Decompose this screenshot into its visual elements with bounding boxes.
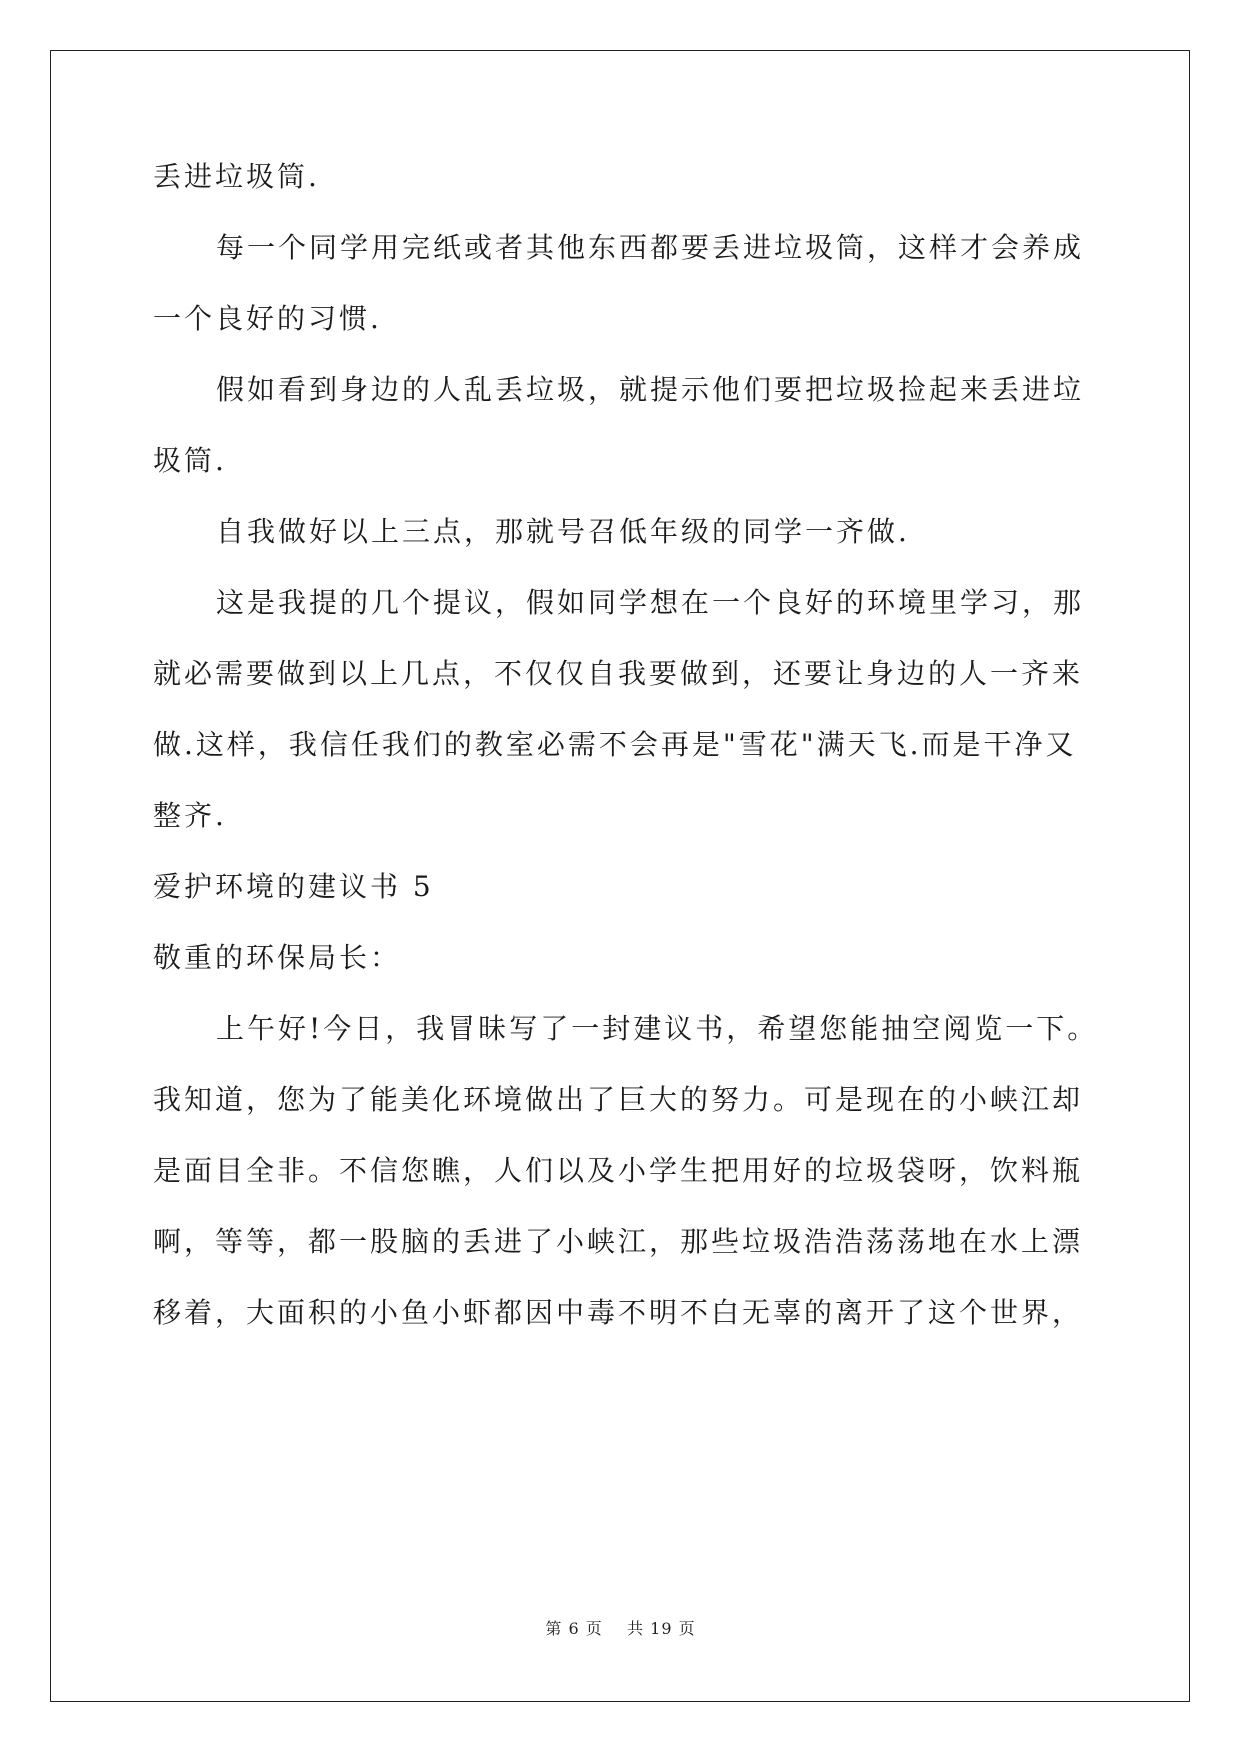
- text-line: 假如看到身边的人乱丢垃圾，就提示他们要把垃圾捡起来丢进垃: [216, 373, 1085, 406]
- section-heading: 爱护环境的建议书 5: [153, 870, 434, 903]
- text-line: 这是我提的几个提议，假如同学想在一个良好的环境里学习，那: [216, 586, 1085, 619]
- text-line: 做.这样，我信任我们的教室必需不会再是"雪花"满天飞.而是干净又: [153, 728, 1077, 761]
- text-line: 丢进垃圾筒.: [153, 160, 320, 193]
- text-line: 我知道，您为了能美化环境做出了巨大的努力。可是现在的小峡江却: [153, 1083, 1084, 1116]
- page-footer: [0, 1616, 1241, 1639]
- text-line: 啊，等等，都一股脑的丢进了小峡江，那些垃圾浩浩荡荡地在水上漂: [153, 1225, 1084, 1258]
- text-line: 移着，大面积的小鱼小虾都因中毒不明不白无辜的离开了这个世界，: [153, 1296, 1084, 1329]
- page-number-label: 第 6 页 共 19 页: [545, 1619, 696, 1638]
- text-line: 是面目全非。不信您瞧，人们以及小学生把用好的垃圾袋呀，饮料瓶: [153, 1154, 1084, 1187]
- text-line: 一个良好的习惯.: [153, 302, 382, 335]
- text-line: 圾筒.: [153, 444, 227, 477]
- text-line: 整齐.: [153, 799, 227, 832]
- text-line: 自我做好以上三点，那就号召低年级的同学一齐做.: [216, 515, 910, 548]
- text-line: 就必需要做到以上几点，不仅仅自我要做到，还要让身边的人一齐来: [153, 657, 1084, 690]
- text-line: 上午好!今日，我冒昧写了一封建议书，希望您能抽空阅览一下。: [216, 1012, 1099, 1045]
- text-line: 每一个同学用完纸或者其他东西都要丢进垃圾筒，这样才会养成: [216, 231, 1085, 264]
- salutation: 敬重的环保局长：: [153, 941, 402, 974]
